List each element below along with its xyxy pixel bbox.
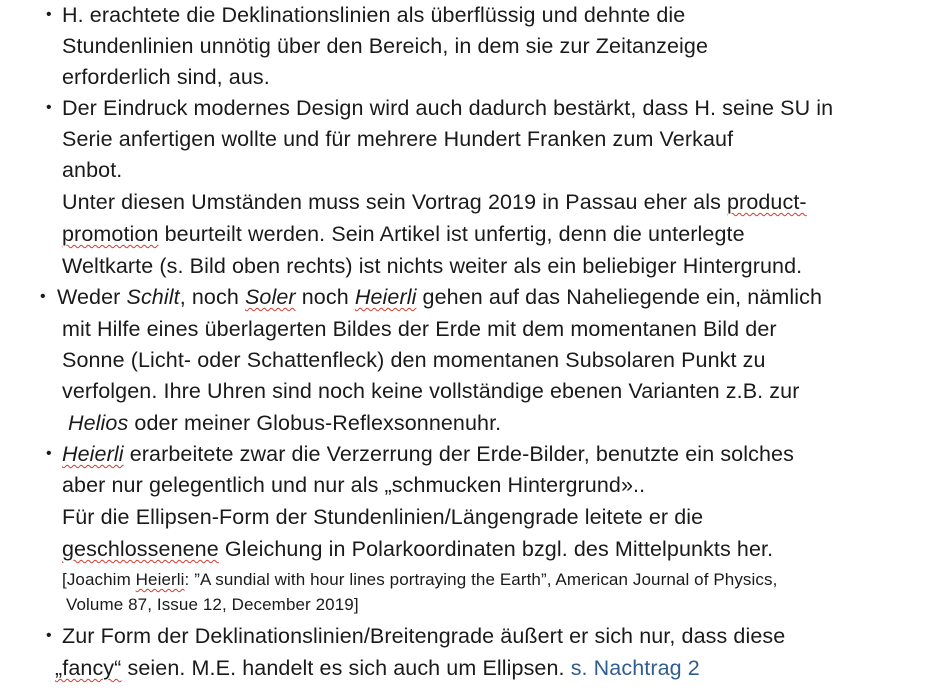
bullet-4-line-1 xyxy=(62,441,794,467)
bullet-4-line-2: aber nur gelegentlich und nur als „schmucken Hintergrund».. xyxy=(62,473,646,497)
text-span: gehen auf das Naheliegende ein, nämlich xyxy=(416,285,823,309)
text-span: : ”A sundial with hour lines portraying the Earth”, American Journal of Physics, xyxy=(184,570,778,589)
text-span: noch xyxy=(295,285,355,309)
text-span: Weder xyxy=(57,285,127,309)
bullet-2-para-line-2 xyxy=(62,221,745,247)
name-heierli: Heierli xyxy=(354,285,417,309)
bullet-2-line-3: anbot. xyxy=(62,158,123,182)
bullet-5-line-2 xyxy=(55,655,700,681)
bullet-2-line-2: Serie anfertigen wollte und für mehrere Hundert Franken zum Verkauf xyxy=(62,127,734,151)
name-heierli: Heierli xyxy=(62,442,124,466)
bullet-1-line-1: H. erachtete die Deklinationslinien als überflüssig und dehnte die xyxy=(62,3,686,27)
text-span: Gleichung in Polarkoordinaten bzgl. des Mittelpunkts her. xyxy=(218,537,774,561)
bullet-5-line-1: Zur Form der Deklinationslinien/Breitengrade äußert er sich nur, dass diese xyxy=(62,624,786,648)
text-span: erarbeitete zwar die Verzerrung der Erde-Bilder, benutzte ein solches xyxy=(123,442,794,466)
bullet-1-line-2: Stundenlinien unnötig über den Bereich, in dem sie zur Zeitanzeige xyxy=(62,34,709,58)
text-span: oder meiner Globus-Reflexsonnenuhr. xyxy=(128,411,502,435)
bullet-marker: • xyxy=(46,6,52,23)
reference-line-2: Volume 87, Issue 12, December 2019] xyxy=(66,595,359,614)
reference-line-1 xyxy=(62,569,777,591)
name-soler: Soler xyxy=(244,285,296,309)
bullet-3-line-2: mit Hilfe eines überlagerten Bildes der Erde mit dem momentanen Bild der xyxy=(62,317,777,341)
bullet-2-para-line-1 xyxy=(62,189,807,215)
bullet-1-line-3: erforderlich sind, aus. xyxy=(62,65,270,89)
spellcheck-word: promotion xyxy=(62,222,159,246)
spellcheck-word: geschlossenene xyxy=(62,537,219,561)
text-span: beurteilt werden. Sein Artikel ist unfertig, denn die unterlegte xyxy=(158,222,745,246)
bullet-4-line-3: Für die Ellipsen-Form der Stundenlinien/Längengrade leitete er die xyxy=(62,505,704,529)
text-span: Unter diesen Umständen muss sein Vortrag 2019 in Passau eher als xyxy=(62,190,727,214)
text-span: [Joachim xyxy=(62,570,136,589)
bullet-2-line-1: Der Eindruck modernes Design wird auch dadurch bestärkt, dass H. seine SU in xyxy=(62,96,834,120)
bullet-3-line-4: verfolgen. Ihre Uhren sind noch keine vollständige ebenen Varianten z.B. zur xyxy=(62,379,800,403)
bullet-4-line-4 xyxy=(62,536,773,562)
text-span: , noch xyxy=(179,285,245,309)
bullet-2-para-line-3: Weltkarte (s. Bild oben rechts) ist nichts weiter als ein beliebiger Hintergrund. xyxy=(62,254,803,278)
bullet-3-line-1 xyxy=(57,284,822,310)
bullet-marker: • xyxy=(46,445,52,462)
spellcheck-word: product- xyxy=(727,190,807,214)
spellcheck-word: „fancy“ xyxy=(55,656,122,680)
bullet-marker: • xyxy=(46,99,52,116)
nachtrag-link[interactable]: s. Nachtrag 2 xyxy=(570,656,700,680)
bullet-marker: • xyxy=(46,627,52,644)
bullet-3-line-5 xyxy=(68,410,501,436)
name-schilt: Schilt xyxy=(126,285,180,309)
bullet-3-line-3: Sonne (Licht- oder Schattenfleck) den momentanen Subsolaren Punkt zu xyxy=(62,348,766,372)
bullet-marker: • xyxy=(40,288,46,305)
text-span: seien. M.E. handelt es sich auch um Ellipsen. xyxy=(121,656,571,680)
spellcheck-word: Heierli xyxy=(135,570,185,589)
name-helios: Helios xyxy=(68,411,129,435)
